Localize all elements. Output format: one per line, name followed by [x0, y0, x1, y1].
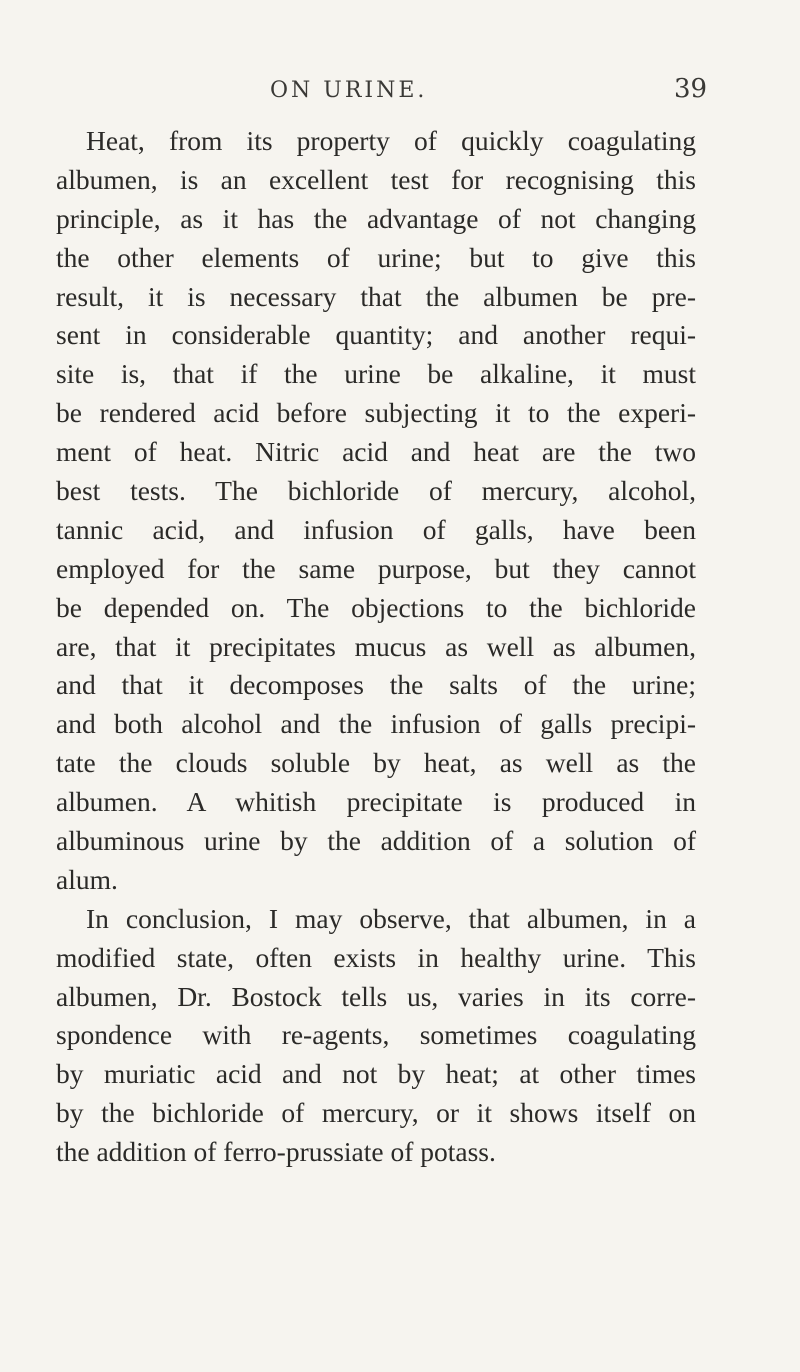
text-line: employed for the same purpose, but they cannot	[56, 552, 696, 584]
text-line: alum.	[56, 863, 118, 895]
text-line: ment of heat. Nitric acid and heat are the two	[56, 436, 696, 468]
running-head	[0, 74, 800, 114]
text-line: best tests. The bichloride of mercury, alcohol,	[56, 475, 696, 507]
text-line: be depended on. The objections to the bichloride	[56, 591, 696, 623]
text-line: site is, that if the urine be alkaline, it must	[56, 358, 696, 390]
text-line: albuminous urine by the addition of a solution of	[56, 825, 696, 857]
text-line: sent in considerable quantity; and another requi-	[56, 319, 696, 351]
text-line: principle, as it has the advantage of not changing	[56, 202, 696, 234]
text-line: modified state, often exists in healthy urine. This	[56, 941, 696, 973]
text-line: by the bichloride of mercury, or it shows itself on	[56, 1097, 696, 1129]
text-line: tate the clouds soluble by heat, as well as the	[56, 747, 696, 779]
text-line: albumen, is an excellent test for recognising this	[56, 163, 696, 195]
text-line: by muriatic acid and not by heat; at other times	[56, 1058, 696, 1090]
running-title: ON URINE.	[270, 78, 428, 103]
text-line: be rendered acid before subjecting it to the experi-	[56, 397, 696, 429]
text-line: the other elements of urine; but to give this	[56, 241, 696, 273]
text-line: result, it is necessary that the albumen be pre-	[56, 280, 696, 312]
text-line: albumen. A whitish precipitate is produced in	[56, 786, 696, 818]
text-line: spondence with re-agents, sometimes coagulating	[56, 1019, 696, 1051]
page-number: 39	[674, 74, 708, 104]
text-line: and that it decomposes the salts of the urine;	[56, 669, 696, 701]
paragraph	[56, 900, 696, 1172]
text-line: tannic acid, and infusion of galls, have been	[56, 513, 696, 545]
text-line: In conclusion, I may observe, that albumen, in a	[86, 902, 696, 934]
text-line: the addition of ferro-prussiate of potass.	[56, 1136, 496, 1168]
text-line: are, that it precipitates mucus as well as albumen,	[56, 630, 696, 662]
text-line: and both alcohol and the infusion of galls precipi-	[56, 708, 696, 740]
paragraph	[56, 122, 696, 900]
text-line: Heat, from its property of quickly coagulating	[86, 125, 696, 156]
body-text	[56, 122, 696, 1172]
text-line: albumen, Dr. Bostock tells us, varies in its corre-	[56, 980, 696, 1012]
